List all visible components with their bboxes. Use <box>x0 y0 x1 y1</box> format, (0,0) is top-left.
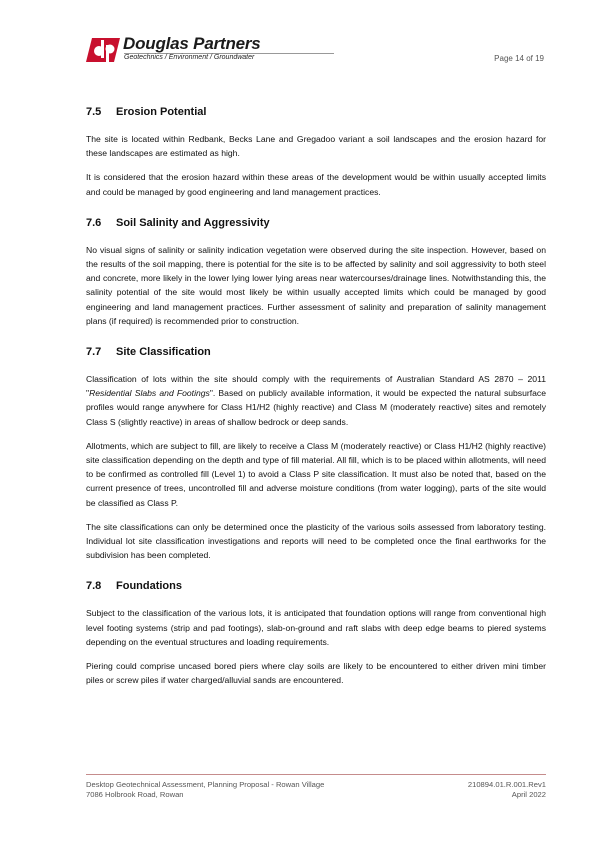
footer-project-address: 7086 Holbrook Road, Rowan <box>86 790 184 799</box>
section-soil-salinity <box>86 217 546 328</box>
section-heading <box>86 106 546 118</box>
footer-reference <box>468 780 546 800</box>
footer-report-number: 210894.01.R.001.Rev1 <box>467 780 546 789</box>
section-title: Foundations <box>116 580 182 593</box>
section-title: Site Classification <box>116 346 211 359</box>
section-number: 7.6 <box>86 216 102 229</box>
footer-date: April 2022 <box>511 790 546 799</box>
section-number: 7.7 <box>86 346 102 359</box>
section-title: Soil Salinity and Aggressivity <box>116 216 270 229</box>
section-heading <box>86 346 546 358</box>
section-title: Erosion Potential <box>116 106 207 118</box>
paragraph <box>86 372 546 429</box>
document-body <box>86 106 546 705</box>
paragraph: Piering could comprise uncased bored piers where clay soils are likely to be encountered to either driven mini timber piles or screw piles if water charged/alluvial sands are encountered. <box>86 661 546 686</box>
paragraph: No visual signs of salinity or salinity indication vegetation were observed during the site inspection. However, based on the results of the soil mapping, there is potential for the site is to be affected by salinity and soil aggressivity to both steel and concrete, more likely in the lower lying lower lying areas near watercourses/drainage lines. Notwithstanding this, the salinity potential of the site would most likely be within usually accepted limits which could be managed by good engineering and land management practices. Further assessment of salinity and preparation of salinity management plans (if required) is recommended prior to construction. <box>86 244 546 326</box>
section-number: 7.8 <box>86 580 102 593</box>
paragraph: The site is located within Redbank, Becks Lane and Gregadoo variant a soil landscapes and the erosion hazard for these landscapes are estimated as high. <box>86 134 546 159</box>
brand-name: Douglas Partners <box>123 34 261 53</box>
paragraph: Allotments, which are subject to fill, are likely to receive a Class M (moderately reactive) or Class H1/H2 (highly reactive) site classification depending on the depth and type of fill material. All fill, which is to be placed within allotments, will need to be confirmed as controlled fill (Level 1) to avoid a Class P site classification. It must also be noted that, based on the current presence of trees, uncontrolled fill and adverse moisture conditions (from water logging), parts of the site would be classified as Class P. <box>86 440 546 508</box>
paragraph-text: ". Based on publicly available information, it would be expected the natural subsurface profiles would range anywhere for Class H1/H2 (highly reactive) and Class M (moderately reactive) sites and remotely Class S (slightly reactive) in areas of shallow bedrock or deep sands. <box>86 388 546 427</box>
footer-project <box>86 780 324 800</box>
brand-tagline: Geotechnics / Environment / Groundwater <box>124 54 255 61</box>
footer-project-title: Desktop Geotechnical Assessment, Planning Proposal - Rowan Village <box>86 780 325 789</box>
footer-divider <box>86 774 546 775</box>
page-number: Page 14 of 19 <box>494 54 544 63</box>
page-header <box>86 34 546 70</box>
paragraph: It is considered that the erosion hazard within these areas of the development would be within usually accepted limits and could be managed by good engineering and land management practices. <box>86 172 546 197</box>
section-erosion-potential <box>86 106 546 199</box>
paragraph-text: Classification of lots within the site should comply with the requirements of Australian Standard AS 2870 – 2011 " <box>86 374 546 399</box>
section-heading <box>86 580 546 592</box>
standard-title: Residential Slabs and Footings <box>89 388 210 399</box>
section-site-classification <box>86 346 546 562</box>
section-number: 7.5 <box>86 106 102 118</box>
section-foundations <box>86 580 546 687</box>
section-heading <box>86 217 546 229</box>
douglas-partners-logo-icon <box>86 38 120 62</box>
paragraph: Subject to the classification of the various lots, it is anticipated that foundation options will range from conventional high level footing systems (strip and pad footings), slab-on-ground and raft slabs with deep edge beams to piered systems depending on the eventual structures and loading requirements. <box>86 608 546 647</box>
paragraph: The site classifications can only be determined once the plasticity of the various soils assessed from laboratory testing. Individual lot site classification investigations and reports will need to be completed once the final earthworks for the subdivision has been completed. <box>86 521 546 561</box>
